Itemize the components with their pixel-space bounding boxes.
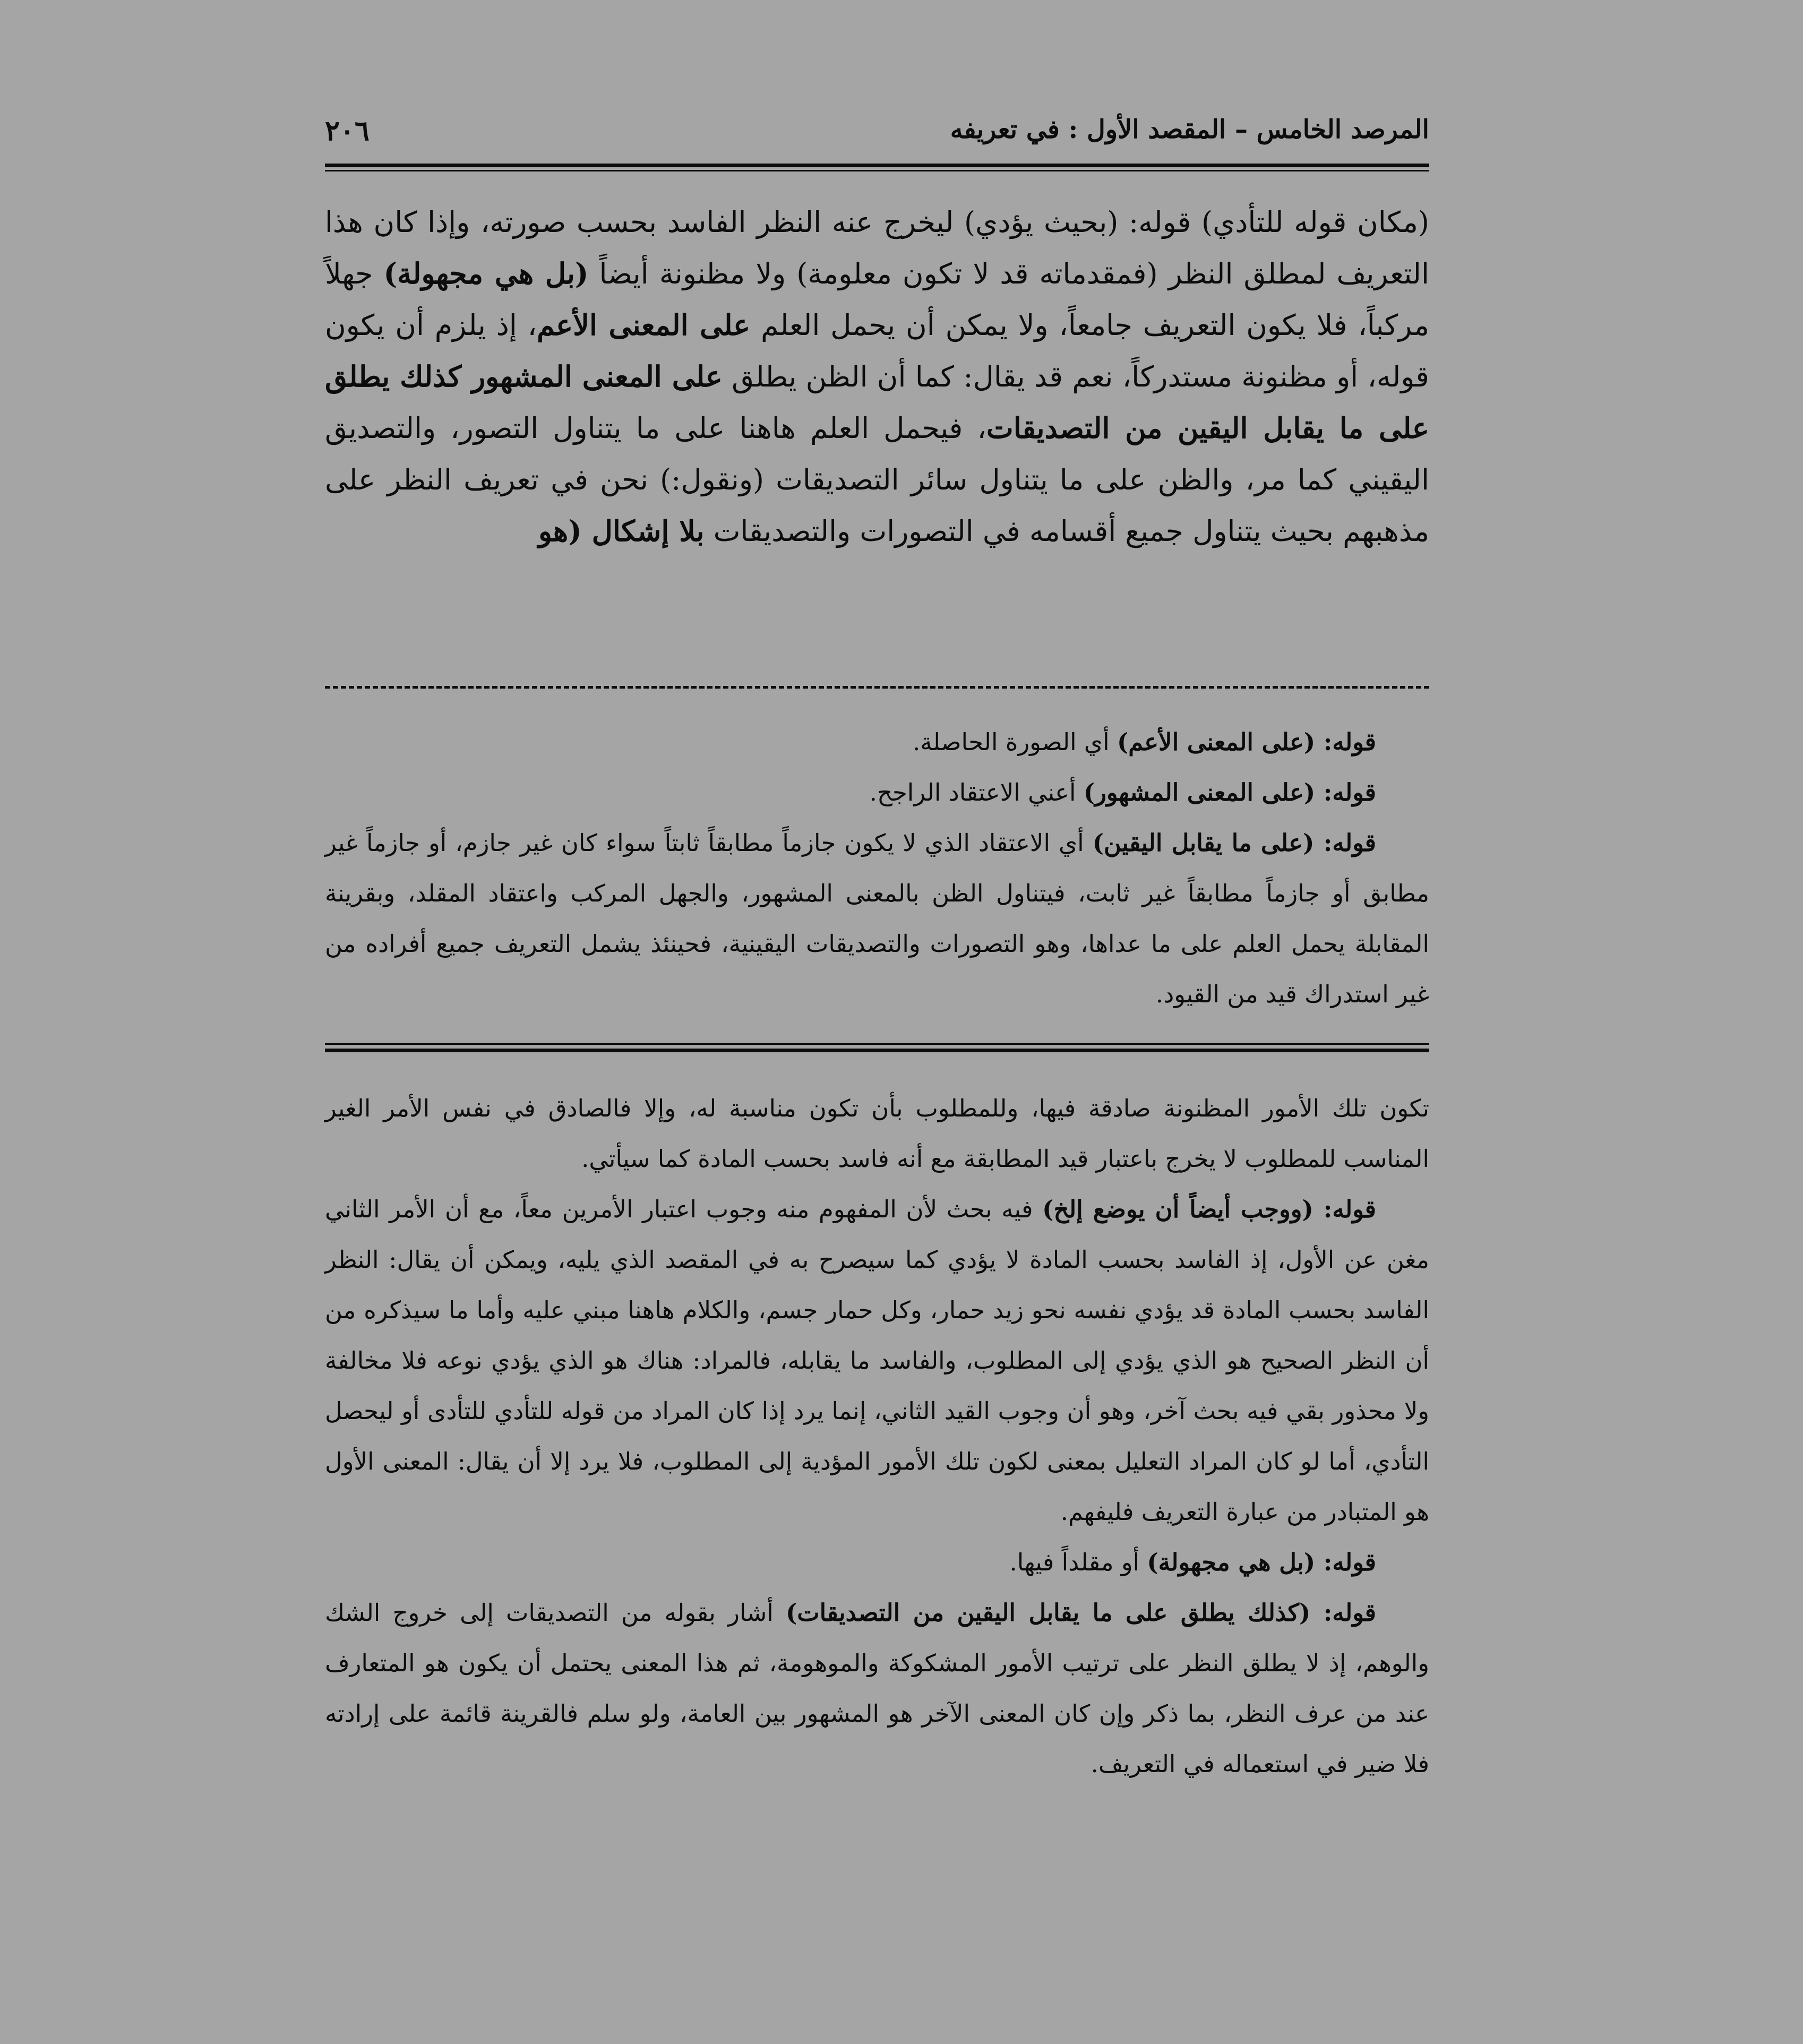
note-text: أشار بقوله من التصديقات إلى خروج الشك والوهم، إذ لا يطلق النظر على ترتيب الأمور المشكوكة والموهومة، ثم هذا المعنى يحتمل أن يكون هو المتعارف عند من عرف النظر، بما ذكر وإن كان المعنى الآخر هو المشهور بين العامة، ولو سلم فالقرينة قائمة على إرادته فلا ضير في استعماله في التعريف. <box>325 1599 1429 1778</box>
note-text: فيه بحث لأن المفهوم منه وجوب اعتبار الأمرين معاً، مع أن الأمر الثاني مغن عن الأول، إذ الفاسد بحسب المادة لا يؤدي كما سيصرح به في المقصد الذي يليه، ويمكن أن يقال: النظر الفاسد بحسب المادة قد يؤدي نفسه نحو زيد حمار، وكل حمار جسم، والكلام هاهنا مبني عليه وأما ما سيذكره من أن النظر الصحيح هو الذي يؤدي إلى المطلوب، والفاسد ما يقابله، فالمراد: هناك هو الذي يؤدي نوعه فلا مخالفة ولا محذور بقي فيه بحث آخر، وهو أن وجوب القيد الثاني، إنما يرد إذا كان المراد من قوله للتأدي للتأدى أو ليحصل التأدي، أما لو كان المراد التعليل بمعنى لكون تلك الأمور المؤدية إلى المطلوب، فلا يرد إلا أن يقال: المعنى الأول هو المتبادر من عبارة التعريف فليفهم. <box>325 1195 1429 1526</box>
main-bold-segment: (بل هي مجهولة) <box>383 256 589 290</box>
notes-rule <box>325 1043 1429 1045</box>
note-text: أعني الاعتقاد الراجح. <box>869 778 1084 806</box>
book-page <box>325 111 1429 1938</box>
main-segment: (مكان قوله للتأدي) قوله: (بحيث يؤدي) ليخرج عنه النظر الفاسد بحسب صورته، وإذا كان هذا التعريف لمطلق النظر (فمقدماته قد لا تكون معلومة) ولا مظنونة أيضاً <box>325 205 1429 290</box>
page-header <box>325 111 1429 170</box>
note-label: قوله: (على المعنى الأعم) <box>1117 728 1376 756</box>
commentary-paragraph <box>325 1537 1429 1587</box>
header-rule-thin <box>325 170 1429 171</box>
continued-commentary <box>325 1083 1429 1789</box>
note-item <box>325 717 1429 767</box>
main-paragraph <box>325 196 1429 557</box>
main-bold-segment: على المعنى الأعم <box>537 308 751 342</box>
main-bold-segment: بلا إشكال (هو <box>538 514 705 548</box>
note-text: أي الصورة الحاصلة. <box>913 728 1117 756</box>
note-label: قوله: (على ما يقابل اليقين) <box>1092 829 1376 857</box>
note-label: قوله: (ووجب أيضاً أن يوضع إلخ) <box>1042 1195 1377 1223</box>
commentary-notes <box>325 717 1429 1019</box>
header-rule <box>325 164 1429 167</box>
note-text: أي الاعتقاد الذي لا يكون جازماً مطابقاً ثابتاً سواء كان غير جازم، أو جازماً غير مطابق أو جازماً مطابقاً غير ثابت، فيتناول الظن بالمعنى المشهور، والجهل المركب واعتقاد المقلد، وبقرينة المقابلة يحمل العلم على ما عداها، وهو التصورات والتصديقات اليقينية، فحينئذ يشمل التعريف جميع أفراده من غير استدراك قيد من القيود. <box>325 829 1429 1008</box>
note-text: أو مقلداً فيها. <box>1009 1548 1147 1576</box>
commentary-paragraph: تكون تلك الأمور المظنونة صادقة فيها، وللمطلوب بأن تكون مناسبة له، وإلا فالصادق في نفس الأمر الغير المناسب للمطلوب لا يخرج باعتبار قيد المطابقة مع أنه فاسد بحسب المادة كما سيأتي. <box>325 1094 1429 1173</box>
commentary-paragraph <box>325 1587 1429 1789</box>
main-bold-segment: على المعنى المشهور كذلك يطلق على ما يقابل اليقين من التصديقات <box>325 359 1429 445</box>
note-label: قوله: (بل هي مجهولة) <box>1147 1548 1376 1576</box>
notes-rule-thick <box>325 1049 1429 1052</box>
main-segment: جهلاً مركباً، فلا يكون التعريف جامعاً، ولا يمكن أن يحمل العلم <box>325 257 1429 342</box>
note-item <box>325 818 1429 1019</box>
main-segment: ، فيحمل العلم هاهنا على ما يتناول التصور، والتصديق اليقيني كما مر، والظن على ما يتناول سائر التصديقات (ونقول:) نحن في تعريف النظر على مذهبهم بحيث يتناول جميع أقسامه في التصورات والتصديقات <box>325 411 1429 548</box>
main-segment: ، إذ يلزم أن يكون قوله، أو مظنونة مستدركاً، نعم قد يقال: كما أن الظن يطلق <box>325 308 1429 393</box>
note-item <box>325 767 1429 818</box>
main-text <box>325 196 1429 557</box>
commentary-paragraph <box>325 1184 1429 1537</box>
section-dashed-divider <box>325 686 1429 689</box>
page-number: ٢٠٦ <box>325 115 370 147</box>
note-label: قوله: (على المعنى المشهور) <box>1083 778 1376 806</box>
note-label: قوله: (كذلك يطلق على ما يقابل اليقين من التصديقات) <box>785 1599 1376 1627</box>
running-title: المرصد الخامس – المقصد الأول : في تعريفه <box>950 115 1429 144</box>
